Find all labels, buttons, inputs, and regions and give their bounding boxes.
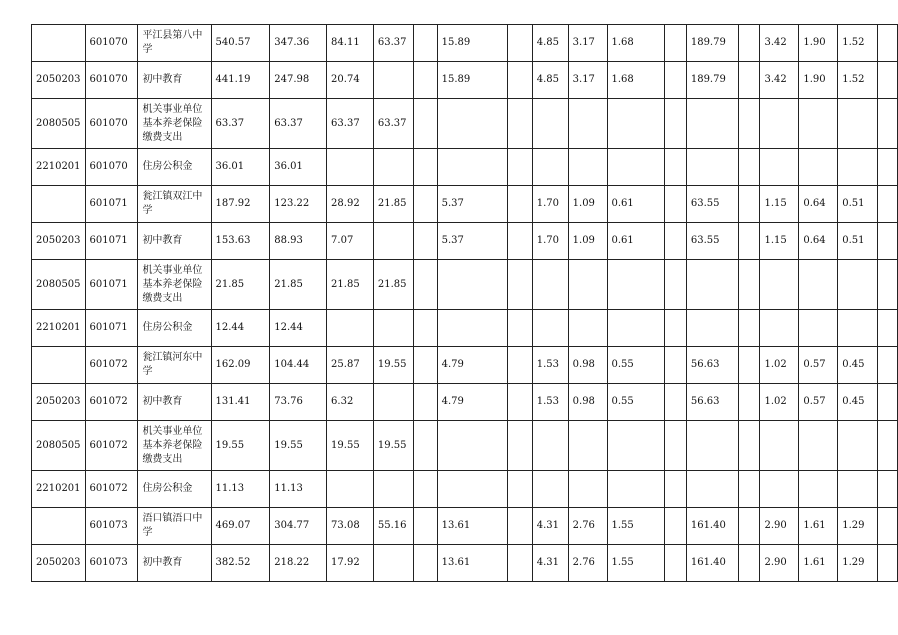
cell-c5 <box>413 508 437 545</box>
cell-c17 <box>878 421 898 471</box>
cell-c10: 1.55 <box>607 508 665 545</box>
cell-c7 <box>508 471 533 508</box>
cell-c16: 1.52 <box>838 62 878 99</box>
cell-c16 <box>838 99 878 149</box>
cell-c14 <box>760 421 799 471</box>
cell-c6: 5.37 <box>437 186 507 223</box>
cell-c5 <box>413 545 437 582</box>
cell-c10 <box>607 471 665 508</box>
cell-c13 <box>738 471 760 508</box>
cell-code: 2210201 <box>32 310 86 347</box>
cell-c11 <box>665 223 687 260</box>
cell-c10 <box>607 149 665 186</box>
cell-c8: 4.31 <box>532 508 568 545</box>
cell-c13 <box>738 186 760 223</box>
cell-unit: 601071 <box>85 186 138 223</box>
cell-c11 <box>665 260 687 310</box>
cell-c12 <box>686 421 738 471</box>
cell-c13 <box>738 223 760 260</box>
cell-c15: 0.64 <box>799 186 838 223</box>
cell-c14: 1.02 <box>760 347 799 384</box>
cell-c12: 63.55 <box>686 186 738 223</box>
cell-c9 <box>568 99 607 149</box>
cell-c10: 1.55 <box>607 545 665 582</box>
cell-name: 住房公积金 <box>138 471 211 508</box>
cell-c12 <box>686 471 738 508</box>
cell-name: 机关事业单位基本养老保险缴费支出 <box>138 99 211 149</box>
cell-c5 <box>413 347 437 384</box>
cell-c14 <box>760 260 799 310</box>
table-row <box>32 260 898 310</box>
cell-code: 2080505 <box>32 421 86 471</box>
cell-c15 <box>799 260 838 310</box>
cell-c6 <box>437 310 507 347</box>
cell-c10 <box>607 310 665 347</box>
cell-c11 <box>665 149 687 186</box>
cell-c7 <box>508 223 533 260</box>
cell-c2: 19.55 <box>270 421 327 471</box>
cell-c8 <box>532 149 568 186</box>
table-row <box>32 347 898 384</box>
cell-c6 <box>437 421 507 471</box>
cell-c8: 1.70 <box>532 186 568 223</box>
cell-c10: 0.61 <box>607 186 665 223</box>
cell-c10 <box>607 99 665 149</box>
cell-c5 <box>413 25 437 62</box>
cell-c16 <box>838 471 878 508</box>
table-row <box>32 62 898 99</box>
cell-c2: 36.01 <box>270 149 327 186</box>
cell-c7 <box>508 186 533 223</box>
cell-c8: 4.31 <box>532 545 568 582</box>
cell-c11 <box>665 310 687 347</box>
cell-c8: 4.85 <box>532 62 568 99</box>
cell-c14: 3.42 <box>760 25 799 62</box>
cell-c12: 161.40 <box>686 545 738 582</box>
cell-c12: 189.79 <box>686 25 738 62</box>
cell-c9: 0.98 <box>568 384 607 421</box>
cell-c7 <box>508 421 533 471</box>
cell-c6: 13.61 <box>437 545 507 582</box>
cell-c13 <box>738 508 760 545</box>
cell-c14 <box>760 149 799 186</box>
table-row <box>32 99 898 149</box>
table-row <box>32 186 898 223</box>
cell-unit: 601071 <box>85 260 138 310</box>
cell-c15: 0.64 <box>799 223 838 260</box>
cell-c17 <box>878 384 898 421</box>
cell-c10: 1.68 <box>607 62 665 99</box>
cell-c1: 382.52 <box>211 545 270 582</box>
cell-unit: 601072 <box>85 471 138 508</box>
cell-c1: 21.85 <box>211 260 270 310</box>
cell-c16: 0.51 <box>838 223 878 260</box>
table-row <box>32 223 898 260</box>
cell-c2: 12.44 <box>270 310 327 347</box>
cell-c2: 21.85 <box>270 260 327 310</box>
cell-c3: 7.07 <box>327 223 374 260</box>
cell-c8 <box>532 421 568 471</box>
cell-c4 <box>373 384 413 421</box>
cell-c10: 1.68 <box>607 25 665 62</box>
table-row <box>32 508 898 545</box>
cell-c9 <box>568 310 607 347</box>
cell-c12 <box>686 149 738 186</box>
cell-c6: 13.61 <box>437 508 507 545</box>
cell-c16 <box>838 310 878 347</box>
cell-c1: 441.19 <box>211 62 270 99</box>
cell-c3: 21.85 <box>327 260 374 310</box>
cell-c14 <box>760 99 799 149</box>
cell-c2: 218.22 <box>270 545 327 582</box>
cell-c10: 0.61 <box>607 223 665 260</box>
cell-c11 <box>665 384 687 421</box>
cell-c15: 0.57 <box>799 384 838 421</box>
cell-code <box>32 508 86 545</box>
cell-c16: 0.51 <box>838 186 878 223</box>
cell-c8 <box>532 471 568 508</box>
cell-code: 2210201 <box>32 471 86 508</box>
cell-c12: 63.55 <box>686 223 738 260</box>
cell-name: 瓮江镇河东中学 <box>138 347 211 384</box>
cell-c8: 1.53 <box>532 347 568 384</box>
cell-unit: 601073 <box>85 545 138 582</box>
cell-c17 <box>878 545 898 582</box>
cell-c3: 6.32 <box>327 384 374 421</box>
cell-c4 <box>373 149 413 186</box>
cell-unit: 601071 <box>85 310 138 347</box>
cell-c4 <box>373 62 413 99</box>
cell-c8 <box>532 310 568 347</box>
cell-c15: 1.90 <box>799 25 838 62</box>
cell-c12 <box>686 310 738 347</box>
cell-c13 <box>738 310 760 347</box>
cell-c16: 1.52 <box>838 25 878 62</box>
cell-unit: 601072 <box>85 384 138 421</box>
cell-c7 <box>508 25 533 62</box>
cell-c4: 19.55 <box>373 421 413 471</box>
cell-c1: 540.57 <box>211 25 270 62</box>
cell-c17 <box>878 310 898 347</box>
cell-c6 <box>437 149 507 186</box>
cell-code: 2210201 <box>32 149 86 186</box>
cell-c4 <box>373 310 413 347</box>
cell-c6 <box>437 260 507 310</box>
table-row <box>32 310 898 347</box>
cell-c16 <box>838 260 878 310</box>
cell-c3: 17.92 <box>327 545 374 582</box>
cell-c15: 1.61 <box>799 545 838 582</box>
cell-c9: 0.98 <box>568 347 607 384</box>
cell-c16: 0.45 <box>838 347 878 384</box>
cell-c15: 1.90 <box>799 62 838 99</box>
cell-c9: 3.17 <box>568 62 607 99</box>
cell-c3 <box>327 310 374 347</box>
cell-c12 <box>686 99 738 149</box>
cell-c16 <box>838 421 878 471</box>
cell-c15 <box>799 471 838 508</box>
cell-c7 <box>508 347 533 384</box>
cell-c2: 247.98 <box>270 62 327 99</box>
cell-c11 <box>665 62 687 99</box>
cell-unit: 601070 <box>85 25 138 62</box>
cell-c17 <box>878 508 898 545</box>
cell-c13 <box>738 99 760 149</box>
table-row <box>32 149 898 186</box>
cell-name: 住房公积金 <box>138 149 211 186</box>
cell-unit: 601070 <box>85 62 138 99</box>
cell-c3: 84.11 <box>327 25 374 62</box>
cell-c5 <box>413 62 437 99</box>
cell-c14 <box>760 310 799 347</box>
cell-c17 <box>878 99 898 149</box>
cell-c14 <box>760 471 799 508</box>
cell-c3 <box>327 149 374 186</box>
cell-c10: 0.55 <box>607 384 665 421</box>
cell-c1: 469.07 <box>211 508 270 545</box>
cell-name: 浯口镇浯口中学 <box>138 508 211 545</box>
cell-c9: 3.17 <box>568 25 607 62</box>
cell-c5 <box>413 310 437 347</box>
table-row <box>32 25 898 62</box>
cell-c17 <box>878 62 898 99</box>
cell-code: 2050203 <box>32 384 86 421</box>
cell-c4: 63.37 <box>373 99 413 149</box>
cell-c7 <box>508 62 533 99</box>
cell-c5 <box>413 421 437 471</box>
cell-c3: 25.87 <box>327 347 374 384</box>
cell-c6: 4.79 <box>437 347 507 384</box>
cell-c2: 73.76 <box>270 384 327 421</box>
cell-c17 <box>878 260 898 310</box>
cell-name: 机关事业单位基本养老保险缴费支出 <box>138 421 211 471</box>
table-body <box>32 25 898 582</box>
cell-c4: 19.55 <box>373 347 413 384</box>
cell-c15 <box>799 149 838 186</box>
cell-c13 <box>738 384 760 421</box>
cell-c4 <box>373 223 413 260</box>
budget-table <box>31 24 898 582</box>
cell-c5 <box>413 99 437 149</box>
cell-unit: 601073 <box>85 508 138 545</box>
cell-c15: 1.61 <box>799 508 838 545</box>
table-row <box>32 471 898 508</box>
cell-c2: 104.44 <box>270 347 327 384</box>
cell-c9 <box>568 149 607 186</box>
cell-c11 <box>665 508 687 545</box>
cell-c12 <box>686 260 738 310</box>
cell-c4: 63.37 <box>373 25 413 62</box>
cell-c16: 0.45 <box>838 384 878 421</box>
cell-c2: 11.13 <box>270 471 327 508</box>
cell-c5 <box>413 223 437 260</box>
cell-unit: 601072 <box>85 421 138 471</box>
cell-c2: 88.93 <box>270 223 327 260</box>
cell-c1: 36.01 <box>211 149 270 186</box>
cell-c14: 1.15 <box>760 186 799 223</box>
cell-c6 <box>437 99 507 149</box>
cell-c17 <box>878 471 898 508</box>
cell-c14: 1.15 <box>760 223 799 260</box>
cell-c9: 2.76 <box>568 545 607 582</box>
cell-c14: 1.02 <box>760 384 799 421</box>
cell-c3: 63.37 <box>327 99 374 149</box>
cell-c14: 3.42 <box>760 62 799 99</box>
cell-code <box>32 186 86 223</box>
cell-c13 <box>738 260 760 310</box>
cell-c2: 304.77 <box>270 508 327 545</box>
cell-c1: 162.09 <box>211 347 270 384</box>
cell-code <box>32 25 86 62</box>
cell-c8 <box>532 99 568 149</box>
cell-c2: 123.22 <box>270 186 327 223</box>
cell-c1: 12.44 <box>211 310 270 347</box>
cell-c4 <box>373 545 413 582</box>
cell-name: 初中教育 <box>138 223 211 260</box>
cell-c6: 5.37 <box>437 223 507 260</box>
cell-c17 <box>878 347 898 384</box>
cell-code: 2050203 <box>32 223 86 260</box>
cell-c16: 1.29 <box>838 545 878 582</box>
cell-code: 2050203 <box>32 62 86 99</box>
cell-name: 初中教育 <box>138 384 211 421</box>
cell-c17 <box>878 149 898 186</box>
cell-c14: 2.90 <box>760 545 799 582</box>
cell-c6: 15.89 <box>437 62 507 99</box>
cell-c3: 20.74 <box>327 62 374 99</box>
cell-c17 <box>878 25 898 62</box>
cell-c1: 153.63 <box>211 223 270 260</box>
cell-c9 <box>568 260 607 310</box>
cell-code: 2080505 <box>32 260 86 310</box>
cell-c7 <box>508 545 533 582</box>
cell-c11 <box>665 186 687 223</box>
cell-code <box>32 347 86 384</box>
cell-c6 <box>437 471 507 508</box>
cell-c11 <box>665 25 687 62</box>
cell-c5 <box>413 384 437 421</box>
cell-c3: 19.55 <box>327 421 374 471</box>
cell-c5 <box>413 149 437 186</box>
cell-c11 <box>665 421 687 471</box>
cell-c7 <box>508 99 533 149</box>
cell-c12: 189.79 <box>686 62 738 99</box>
cell-c17 <box>878 186 898 223</box>
cell-c13 <box>738 149 760 186</box>
cell-c8 <box>532 260 568 310</box>
cell-c3: 73.08 <box>327 508 374 545</box>
cell-name: 平江县第八中学 <box>138 25 211 62</box>
cell-c7 <box>508 310 533 347</box>
cell-c10: 0.55 <box>607 347 665 384</box>
cell-c1: 131.41 <box>211 384 270 421</box>
cell-c2: 63.37 <box>270 99 327 149</box>
cell-c5 <box>413 471 437 508</box>
cell-c9: 1.09 <box>568 186 607 223</box>
cell-c13 <box>738 421 760 471</box>
cell-c15 <box>799 310 838 347</box>
cell-unit: 601070 <box>85 99 138 149</box>
cell-name: 机关事业单位基本养老保险缴费支出 <box>138 260 211 310</box>
cell-c10 <box>607 260 665 310</box>
cell-c6: 4.79 <box>437 384 507 421</box>
cell-c10 <box>607 421 665 471</box>
cell-c9 <box>568 471 607 508</box>
cell-c5 <box>413 186 437 223</box>
cell-c13 <box>738 347 760 384</box>
cell-c13 <box>738 25 760 62</box>
cell-c8: 4.85 <box>532 25 568 62</box>
cell-name: 瓮江镇双江中学 <box>138 186 211 223</box>
cell-c16 <box>838 149 878 186</box>
table-row <box>32 421 898 471</box>
cell-c9 <box>568 421 607 471</box>
cell-c5 <box>413 260 437 310</box>
cell-unit: 601070 <box>85 149 138 186</box>
cell-c7 <box>508 149 533 186</box>
cell-c1: 19.55 <box>211 421 270 471</box>
cell-name: 初中教育 <box>138 545 211 582</box>
cell-name: 初中教育 <box>138 62 211 99</box>
cell-c4: 55.16 <box>373 508 413 545</box>
cell-c3 <box>327 471 374 508</box>
cell-c14: 2.90 <box>760 508 799 545</box>
cell-name: 住房公积金 <box>138 310 211 347</box>
cell-c1: 187.92 <box>211 186 270 223</box>
table-row <box>32 545 898 582</box>
cell-c16: 1.29 <box>838 508 878 545</box>
cell-c7 <box>508 384 533 421</box>
cell-unit: 601072 <box>85 347 138 384</box>
cell-c4: 21.85 <box>373 186 413 223</box>
cell-c2: 347.36 <box>270 25 327 62</box>
cell-c1: 63.37 <box>211 99 270 149</box>
cell-c13 <box>738 545 760 582</box>
cell-c15 <box>799 421 838 471</box>
cell-c17 <box>878 223 898 260</box>
cell-c15: 0.57 <box>799 347 838 384</box>
cell-c12: 56.63 <box>686 347 738 384</box>
cell-c12: 161.40 <box>686 508 738 545</box>
cell-code: 2050203 <box>32 545 86 582</box>
table-row <box>32 384 898 421</box>
cell-c7 <box>508 508 533 545</box>
cell-c7 <box>508 260 533 310</box>
cell-c1: 11.13 <box>211 471 270 508</box>
cell-c9: 2.76 <box>568 508 607 545</box>
cell-code: 2080505 <box>32 99 86 149</box>
cell-c8: 1.70 <box>532 223 568 260</box>
cell-c11 <box>665 99 687 149</box>
cell-c12: 56.63 <box>686 384 738 421</box>
cell-c8: 1.53 <box>532 384 568 421</box>
cell-c6: 15.89 <box>437 25 507 62</box>
cell-c11 <box>665 347 687 384</box>
cell-c4 <box>373 471 413 508</box>
cell-c11 <box>665 545 687 582</box>
cell-c3: 28.92 <box>327 186 374 223</box>
cell-c15 <box>799 99 838 149</box>
cell-c11 <box>665 471 687 508</box>
cell-unit: 601071 <box>85 223 138 260</box>
cell-c4: 21.85 <box>373 260 413 310</box>
cell-c9: 1.09 <box>568 223 607 260</box>
cell-c13 <box>738 62 760 99</box>
